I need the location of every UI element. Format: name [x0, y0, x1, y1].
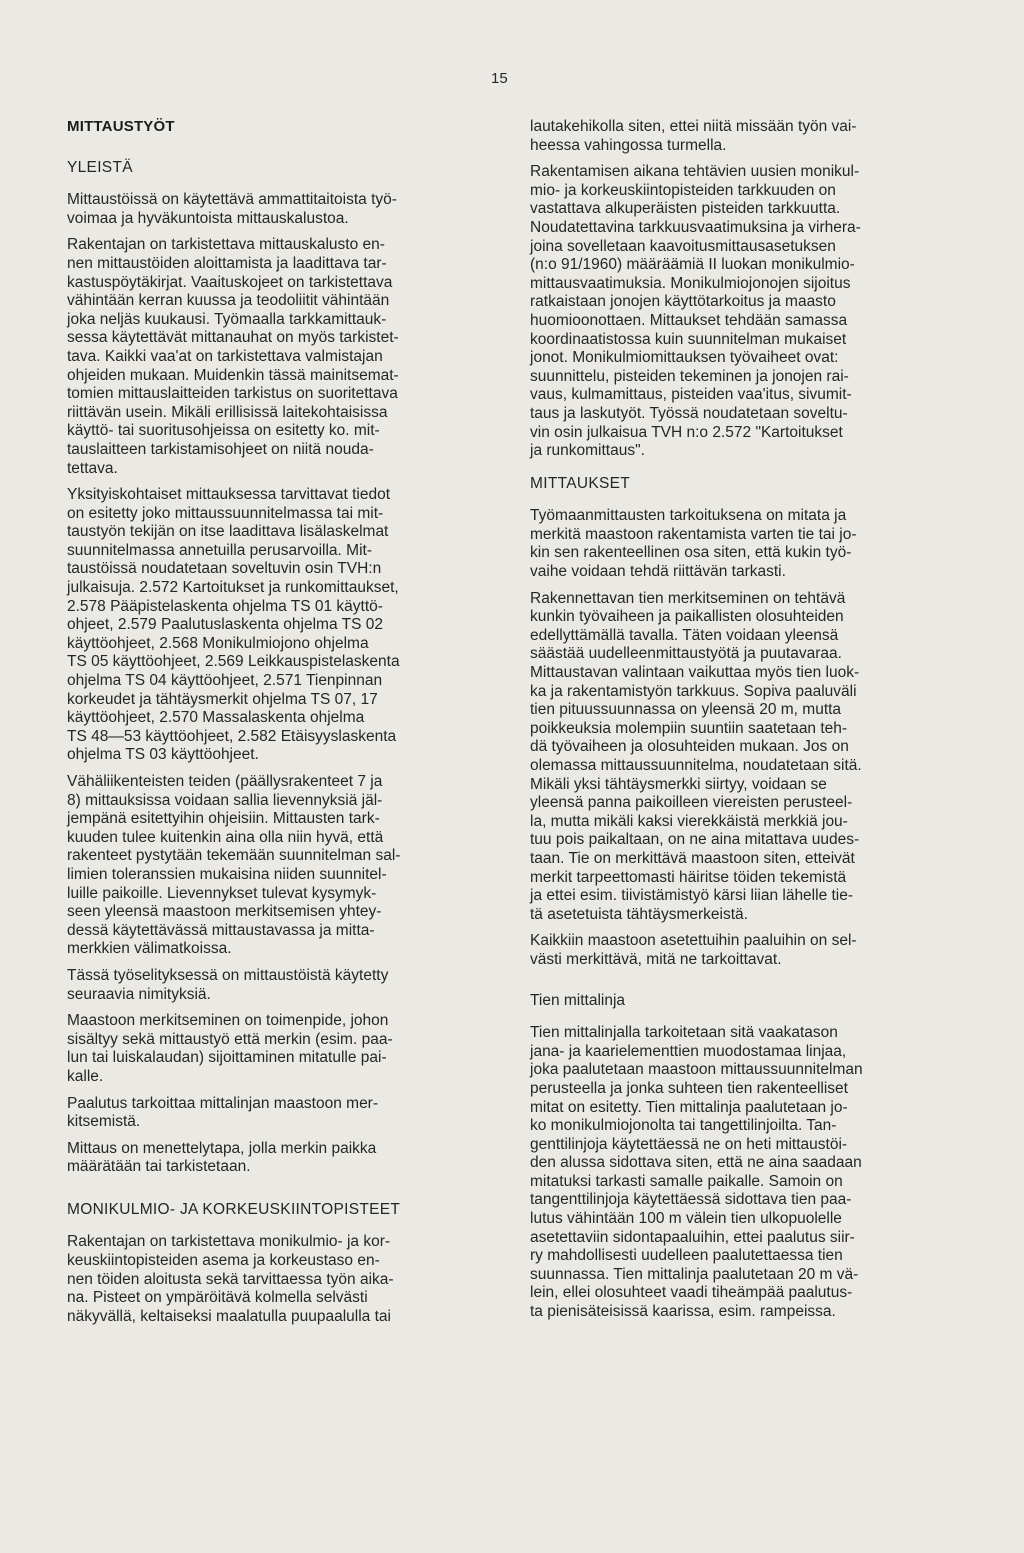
paragraph: Tien mittalinjalla tarkoitetaan sitä vaakatason jana- ja kaarielementtien muodostamaa linjaa, joka paalutetaan maastoon mittaussuunnitelman perusteella ja jonka suhteen tien rakenteelliset mitat on esitetty. Tien mittalinja paalutetaan jo- ko monikulmiojonolta tai tangettilinjoilta. Tan- genttilinjoja käytettäessä ne on heti mittaustöi- den alussa sidottava siten, että ne aina saadaan mitatuksi tarkasti samalle paikalle. Samoin on tangenttilinjoja käytettäessä sidottava tien paa- lutus vähintään 100 m välein tien ulkopuolelle asetettaviin sidontapaaluihin, ettei paalutus siir- ry mahdollisesti uudelleen paalutettaessa tien suunnassa. Tien mittalinja paalutetaan 20 m vä- lein, ellei olosuhteet vaadi tiheämpää paalutus- ta pienisäteisissä kaarissa, esim. rampeissa.: [530, 1024, 863, 1321]
subheading-tien-mittalinja: Tien mittalinja: [530, 991, 626, 1009]
main-title: MITTAUSTYÖT: [67, 118, 175, 135]
paragraph: Kaikkiin maastoon asetettuihin paaluihin on sel- västi merkittävä, mitä ne tarkoittavat.: [530, 932, 857, 968]
paragraph: Maastoon merkitseminen on toimenpide, johon sisältyy sekä mittaustyö että merkin (esim. paa- lun tai luiskalaudan) sijoittaminen mitatulle pai- kalle.: [67, 1012, 393, 1085]
paragraph: Mittaus on menettelytapa, jolla merkin paikka määrätään tai tarkistetaan.: [67, 1139, 377, 1176]
subtitle-yleista: YLEISTÄ: [67, 158, 133, 176]
paragraph: Yksityiskohtaiset mittauksessa tarvittavat tiedot on esitetty joko mittaussuunnitelmassa tai mit- taustyön tekijän on itse laadittava lisälaskelmat suunnitelmassa annetuilla perusarvoilla. Mit- taustöissä noudatetaan soveltuvin osin TVH:n julkaisuja. 2.572 Kartoitukset ja runkomittaukset, 2.578 Pääpistelaskenta ohjelma TS 01 käyttö- ohjeet, 2.579 Paalutuslaskenta ohjelma TS 02 käyttöohjeet, 2.568 Monikulmiojono ohjelma TS 05 käyttöohjeet, 2.569 Leikkauspistelaskenta ohjelma TS 04 käyttöohjeet, 2.571 Tienpinnan korkeudet ja tähtäysmerkit ohjelma TS 07, 17 käyttöohjeet, 2.570 Massalaskenta ohjelma TS 48—53 käyttöohjeet, 2.582 Etäisyyslaskenta ohjelma TS 03 käyttöohjeet.: [67, 486, 400, 764]
paragraph: Paalutus tarkoittaa mittalinjan maastoon mer- kitsemistä.: [67, 1094, 379, 1131]
paragraph: lautakehikolla siten, ettei niitä missään työn vai- heessa vahingossa turmella.: [530, 118, 857, 154]
paragraph: Tässä työselityksessä on mittaustöistä käytetty seuraavia nimityksiä.: [67, 966, 389, 1003]
paragraph: Vähäliikenteisten teiden (päällysrakenteet 7 ja 8) mittauksissa voidaan sallia lievennyksiä jäl- jempänä esitettyihin ohjeisiin. Mittausten tark- kuuden tulee kuitenkin aina olla niin hyvä, että rakenteet pystytään tekemään suunnitelman sal- limien toleranssien mukaisina niiden suunnitel- luille paikoille. Lievennykset tulevat kysymyk- seen yleensä maastoon merkitsemisen yhtey- dessä käytettävässä mittaustavassa ja mitta- merkkien välimatkoissa.: [67, 773, 401, 958]
page-number: 15: [491, 70, 508, 87]
paragraph: Rakentamisen aikana tehtävien uusien monikul- mio- ja korkeuskiintopisteiden tarkkuuden on vastattava alkuperäisten pisteiden tarkkuutta. Noudatettavina tarkkuusvaatimuksina ja virhera- joina sovelletaan kaavoitusmittausasetuksen (n:o 91/1960) määräämiä II luokan monikulmio- mittausvaatimuksia. Monikulmiojonojen sijoitus ratkaistaan jonojen käyttötarkoitus ja maasto huomioonottaen. Mittaukset tehdään samassa koordinaatistossa kuin suunnitelman mukaiset jonot. Monikulmiomittauksen työvaiheet ovat: suunnittelu, pisteiden tekeminen ja jonojen rai- vaus, kulmamittaus, pisteiden vaa'itus, sivumit- taus ja laskutyöt. Työssä noudatetaan soveltu- vin osin julkaisua TVH n:o 2.572 "Kartoitukset ja runkomittaus".: [530, 163, 861, 460]
paragraph: Rakennettavan tien merkitseminen on tehtävä kunkin työvaiheen ja paikallisten olosuhteiden edellyttämällä tavalla. Täten voidaan yleensä säästää uudelleenmittaustyötä ja puutavaraa. Mittaustavan valintaan vaikuttaa myös tien luok- ka ja rakentamistyön tarkkuus. Sopiva paaluväli tien pituussuunnassa on yleensä 20 m, mutta poikkeuksia molempiin suuntiin saatetaan teh- dä työvaiheen ja olosuhteiden mukaan. Jos on olemassa mittaussuunnitelma, noudatetaan sitä. Mikäli yksi tähtäysmerkki siirtyy, voidaan se yleensä panna paikoilleen viereisten perusteel- la, mutta mikäli kaksi vierekkäistä merkkiä jou- tuu pois paikaltaan, on ne aina mitattava uudes- taan. Tie on merkittävä maastoon siten, etteivät merkit tarpeettomasti häiritse töiden tekemistä ja ettei esim. tiivistämistyö kärsi liian lähelle tie- tä asetetuista tähtäysmerkeistä.: [530, 589, 862, 923]
paragraph: Työmaanmittausten tarkoituksena on mitata ja merkitä maastoon rakentamista varten tie tai jo- kin sen rakenteellinen osa siten, että kukin työ- vaihe voidaan tehdä riittävän tarkasti.: [530, 507, 857, 581]
paragraph: Rakentajan on tarkistettava monikulmio- ja kor- keuskiintopisteiden asema ja korkeustaso en- nen töiden aloitusta sekä tarvittaessa työn aika- na. Pisteet on ympäröitävä kolmella selvästi näkyvällä, keltaiseksi maalatulla puupaalulla tai: [67, 1233, 394, 1325]
section-title-monikulmio: MONIKULMIO- JA KORKEUSKIINTOPISTEET: [67, 1200, 401, 1218]
right-column: [530, 118, 958, 1330]
left-column: [67, 118, 495, 1334]
section-title-mittaukset: MITTAUKSET: [530, 474, 631, 492]
paragraph: Mittaustöissä on käytettävä ammattitaitoista työ- voimaa ja hyväkuntoista mittauskalustoa.: [67, 191, 397, 227]
paragraph: Rakentajan on tarkistettava mittauskalusto en- nen mittaustöiden aloittamista ja laadittava tar- kastuspöytäkirjat. Vaaituskojeet on tarkistettava vähintään kerran kuussa ja teodoliitit vähintään joka neljäs kuukausi. Työmaalla tarkkamittauk- sessa käytettävät mittanauhat on myös tarkistet- tava. Kaikki vaa'at on tarkistettava valmistajan ohjeiden mukaan. Muidenkin tässä mainitsemat- tomien mittauslaitteiden tarkistus on suoritettava riittävän usein. Mikäli erillisissä laitekohtaisissa käyttö- tai suoritusohjeissa on esitetty ko. mit- tauslaitteen tarkistamisohjeet on niitä nouda- tettava.: [67, 236, 399, 477]
